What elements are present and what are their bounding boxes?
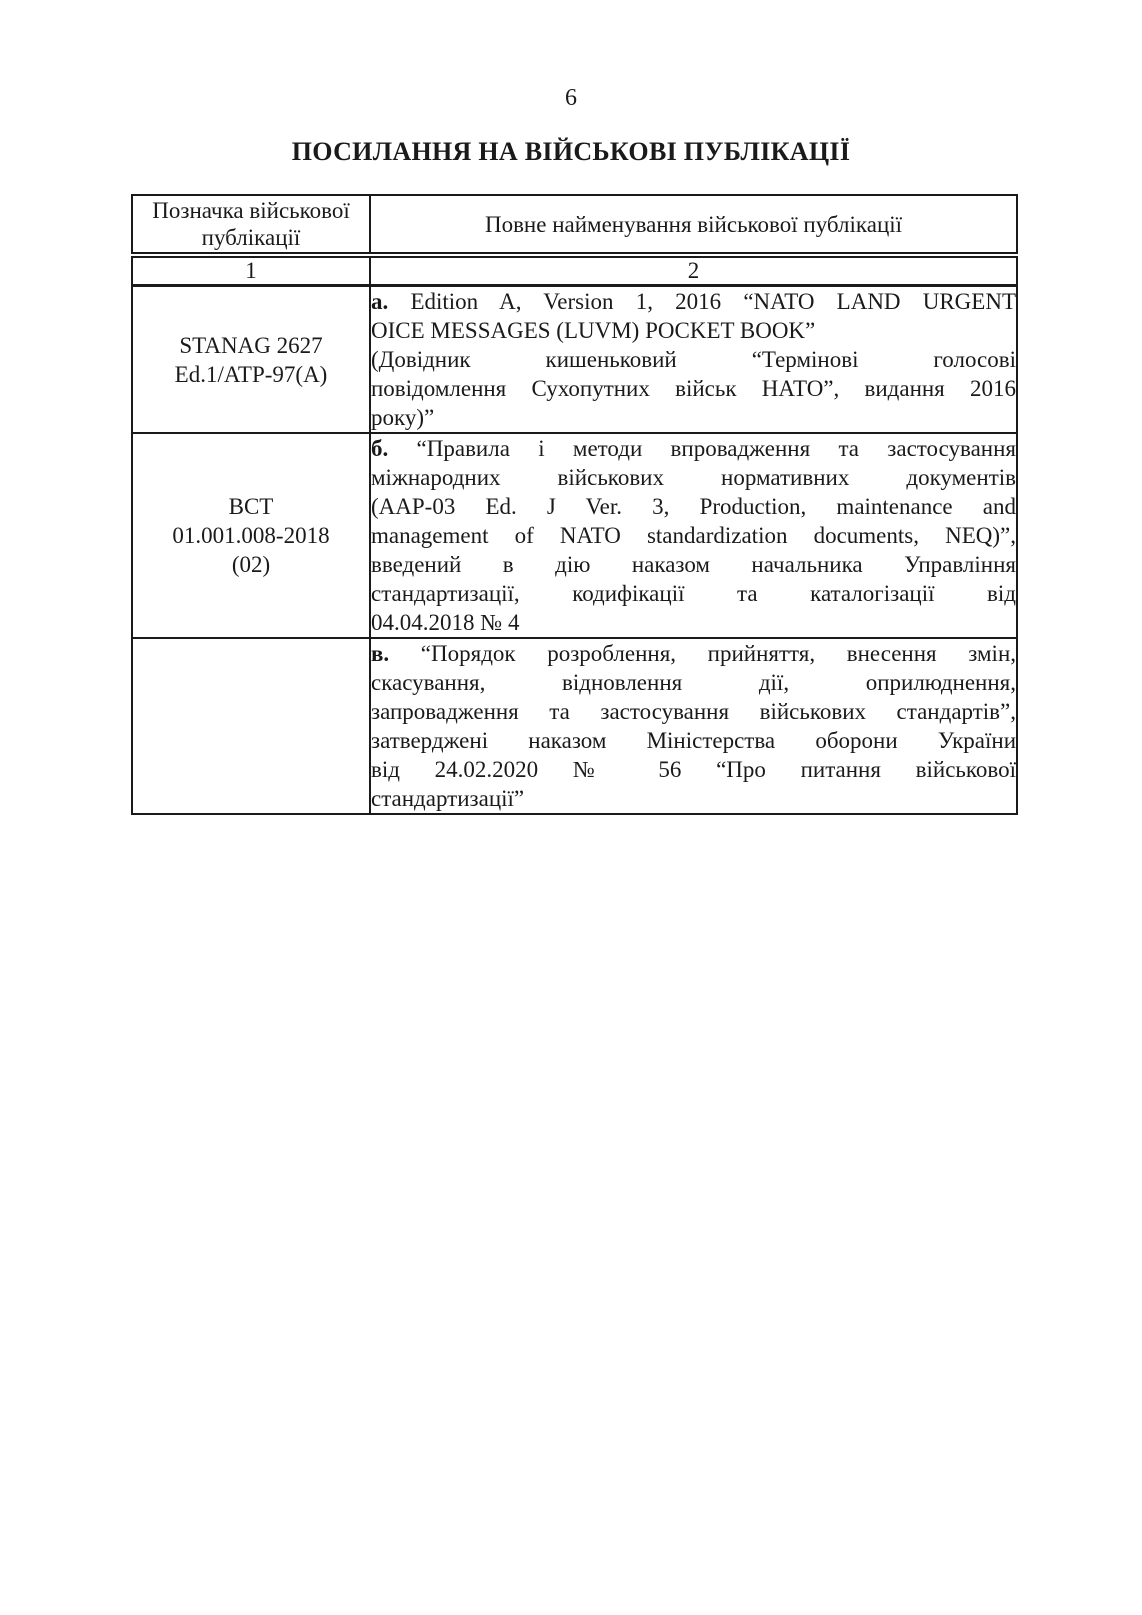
column-header-designation: Позначка військової публікації	[132, 195, 370, 255]
table-row	[132, 638, 1017, 814]
text-line: 04.04.2018 № 4	[371, 610, 520, 635]
designation-cell	[132, 286, 370, 434]
column-index-row	[132, 255, 1017, 286]
designation-cell	[132, 433, 370, 638]
table-row	[132, 433, 1017, 638]
list-marker: а.	[371, 289, 389, 314]
text-line: введений в дію наказом начальника Управління	[371, 552, 1016, 577]
text-line: (Довідник кишеньковий “Термінові голосові	[371, 347, 1016, 372]
list-marker: б.	[371, 436, 389, 461]
publications-table-wrap	[131, 194, 1016, 815]
name-cell	[370, 638, 1017, 814]
text-line: б. “Правила і методи впровадження та застосування	[371, 436, 1016, 461]
text-line: а. Edition A, Version 1, 2016 “NATO LAND URGENT	[371, 289, 1016, 314]
table-body	[132, 195, 1017, 814]
text-line: міжнародних військових нормативних документів	[371, 465, 1016, 490]
text-line: OICE MESSAGES (LUVM) POCKET BOOK”	[371, 318, 816, 343]
name-cell	[370, 433, 1017, 638]
text-line: стандартизації”	[371, 786, 525, 811]
text-line: в. “Порядок розроблення, прийняття, внесення змін,	[371, 641, 1016, 666]
text-line: від 24.02.2020 № 56 “Про питання військової	[371, 757, 1016, 782]
page-title: ПОСИЛАННЯ НА ВІЙСЬКОВІ ПУБЛІКАЦІЇ	[291, 137, 851, 166]
text-line: скасування, відновлення дії, оприлюднення,	[371, 670, 1016, 695]
table-row	[132, 286, 1017, 434]
column-index-1: 1	[132, 255, 370, 286]
text-line: (AAP-03 Ed. J Ver. 3, Production, maintenance and	[371, 494, 1016, 519]
designation-line: Ed.1/ATP-97(A)	[174, 361, 328, 387]
column-index-2: 2	[370, 255, 1017, 286]
name-cell	[370, 286, 1017, 434]
text-line: повідомлення Сухопутних військ НАТО”, видання 2016	[371, 376, 1016, 401]
page-number: 6	[565, 85, 577, 111]
designation-line: ВСТ	[228, 494, 274, 519]
publications-table	[131, 194, 1018, 815]
text-line: management of NATO standardization documents, NEQ)”,	[371, 523, 1016, 548]
designation-line: (02)	[231, 552, 271, 577]
text-line: запровадження та застосування військових стандартів”,	[371, 699, 1016, 724]
designation-line: 01.001.008-2018	[172, 523, 330, 548]
text-line: стандартизації, кодифікації та каталогізації від	[371, 581, 1016, 606]
column-header-full-name: Повне найменування військової публікації	[370, 195, 1017, 255]
table-header-row	[132, 195, 1017, 255]
designation-line: STANAG 2627	[179, 332, 323, 358]
list-marker: в.	[371, 641, 390, 666]
text-line: року)”	[371, 405, 435, 430]
text-line: затверджені наказом Міністерства оборони України	[371, 728, 1016, 753]
designation-cell	[132, 638, 370, 814]
